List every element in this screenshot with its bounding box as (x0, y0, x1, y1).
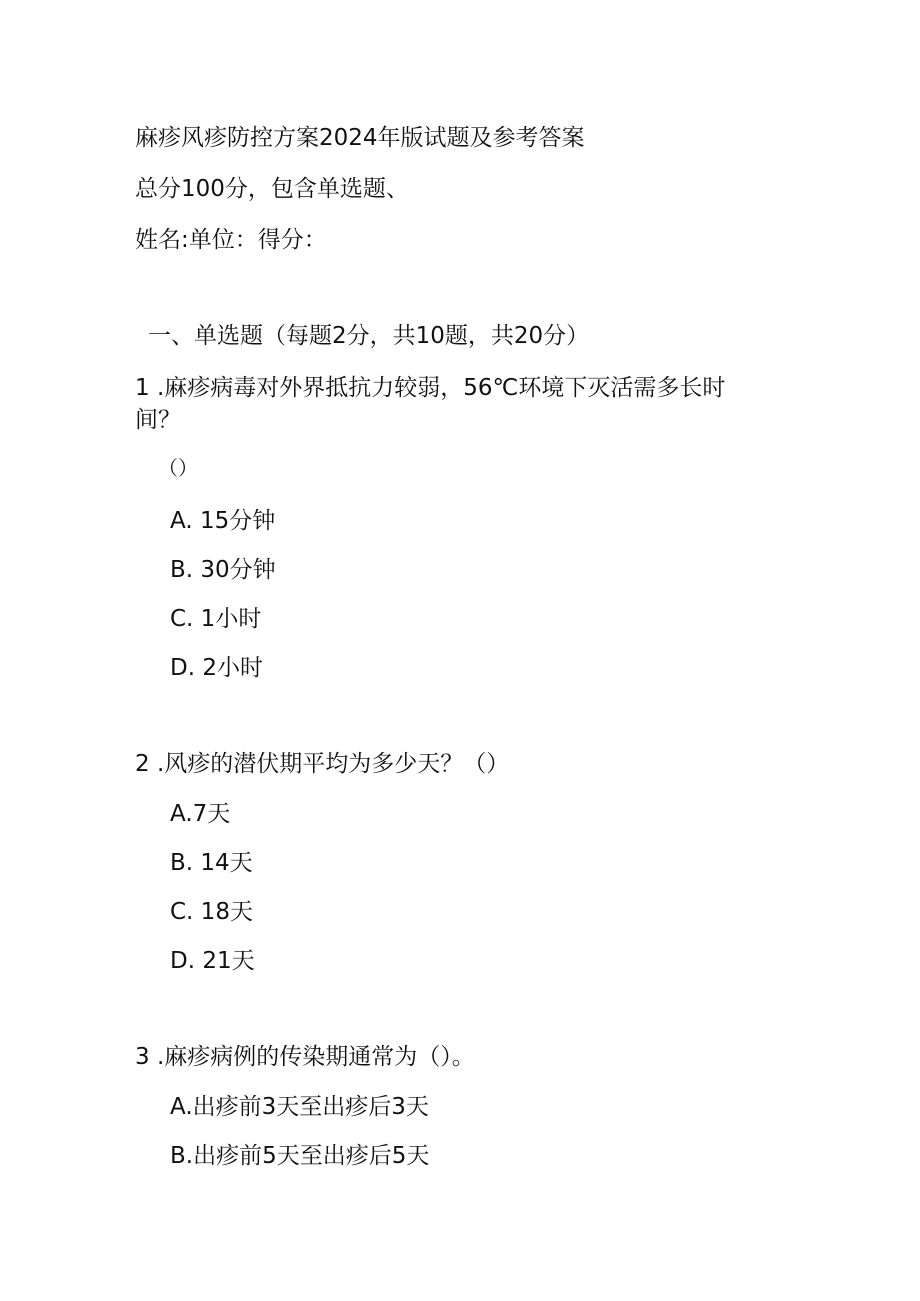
option-b: B. 14天 (170, 850, 253, 876)
info-line: 姓名:单位：得分： (135, 227, 327, 253)
score-line: 总分100分，包含单选题、 (135, 176, 409, 202)
option-c: C. 1小时 (170, 606, 262, 632)
question-text: 1 .麻疹病毒对外界抵抗力较弱，56℃环境下灭活需多长时 (135, 375, 726, 401)
option-d: D. 2小时 (170, 655, 263, 681)
option-b: B. 30分钟 (170, 557, 276, 583)
question-text: 2 .风疹的潜伏期平均为多少天？（） (135, 751, 510, 777)
question-text: 3 .麻疹病例的传染期通常为（）。 (135, 1044, 475, 1070)
question-text-continued: 间？ (135, 407, 181, 433)
option-c: C. 18天 (170, 899, 253, 925)
option-b: B.出疹前5天至出疹后5天 (170, 1143, 430, 1169)
answer-blank: （） (158, 456, 198, 480)
option-a: A. 15分钟 (170, 508, 276, 534)
option-a: A.出疹前3天至出疹后3天 (170, 1094, 429, 1120)
option-a: A.7天 (170, 801, 231, 827)
page-title: 麻疹风疹防控方案2024年版试题及参考答案 (135, 125, 585, 151)
section-heading: 一、单选题（每题2分，共10题，共20分） (148, 323, 590, 349)
option-d: D. 21天 (170, 948, 255, 974)
